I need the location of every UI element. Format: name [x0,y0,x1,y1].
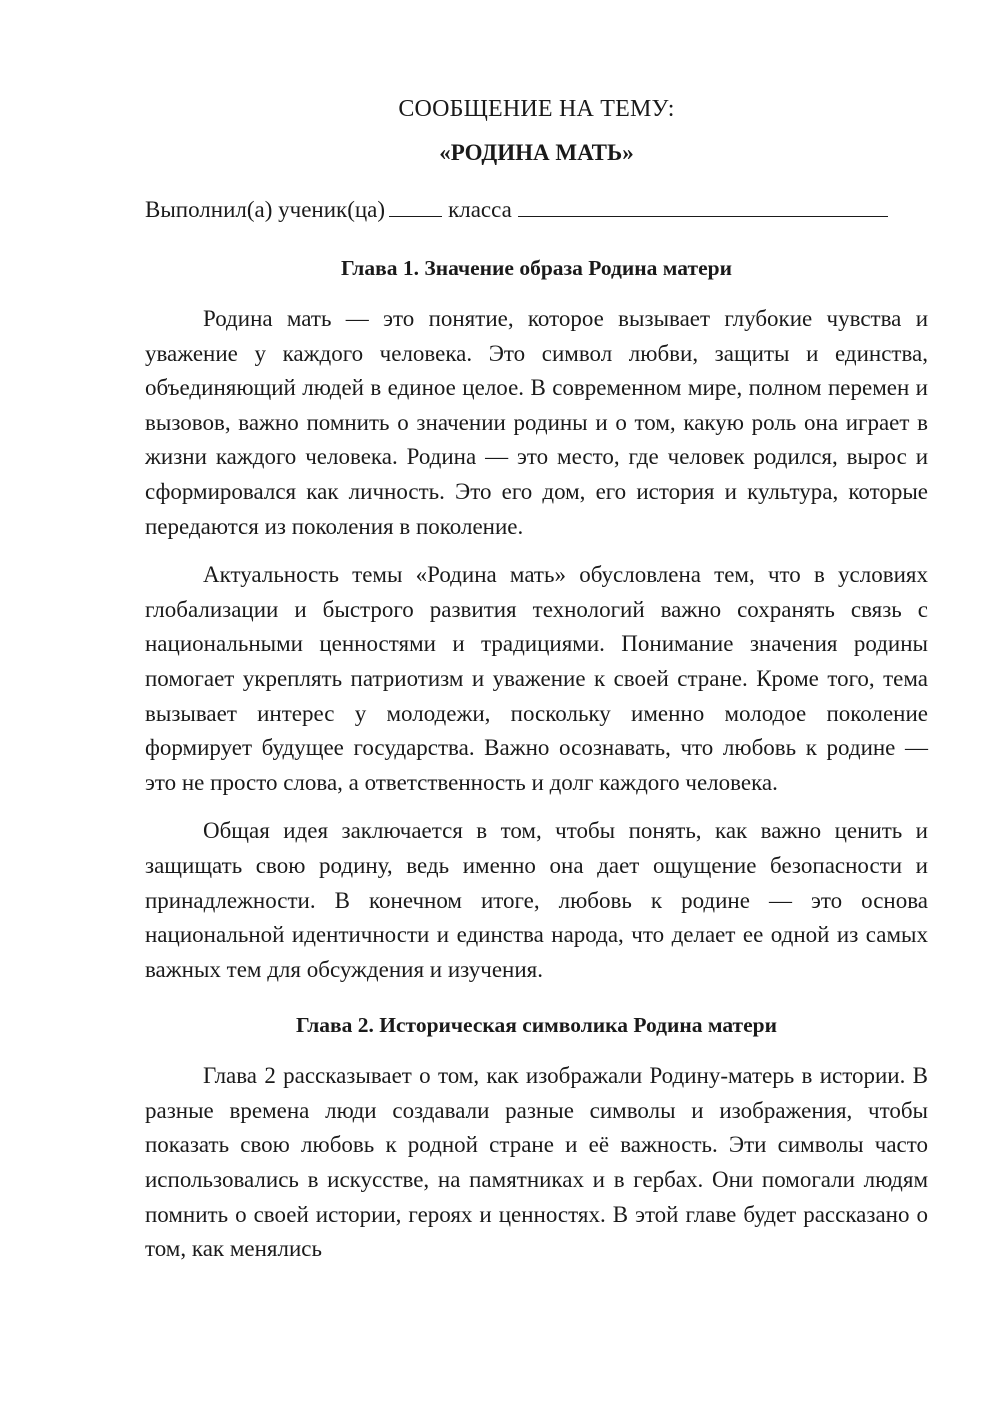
chapter-1-paragraph-3: Общая идея заключается в том, чтобы понять, как важно ценить и защищать свою родину, ведь именно она дает ощущение безопасности и принадлежности. В конечном итоге, любовь к родине — это основа национальной идентичности и единства народа, что делает ее одной из самых важных тем для обсуждения и изучения. [145,818,928,982]
author-line [145,192,928,228]
author-class-label: класса [448,197,512,222]
chapter-1-paragraph-2: Актуальность темы «Родина мать» обусловлена тем, что в условиях глобализации и быстрого развития технологий важно сохранять связь с национальными ценностями и традициями. Понимание значения родины помогает укреплять патриотизм и уважение к своей стране. Кроме того, тема вызывает интерес у молодежи, поскольку именно молодое поколение формирует будущее государства. Важно осознавать, что любовь к родине — это не просто слова, а ответственность и долг каждого человека. [145,562,928,795]
document-content [145,90,928,1267]
chapter-2-title: Глава 2. Историческая символика Родина матери [295,1013,778,1038]
chapter-1-paragraph-1: Родина мать — это понятие, которое вызывает глубокие чувства и уважение у каждого человека. Это символ любви, защиты и единства, объединяющий людей в единое целое. В современном мире, полном перемен и вызовов, важно помнить о значении родины и о том, какую роль она играет в жизни каждого человека. Родина — это место, где человек родился, вырос и сформировался как личность. Это его дом, его история и культура, которые передаются из поколения в поколение. [145,306,928,539]
class-number-blank [389,196,442,217]
document-title: «РОДИНА МАТЬ» [439,140,634,165]
chapter-1-title: Глава 1. Значение образа Родина матери [341,256,732,280]
chapter-2-paragraph-1: Глава 2 рассказывает о том, как изображали Родину-матерь в истории. В разные времена люди создавали разные символы и изображения, чтобы показать свою любовь к родной стране и её важность. Эти символы часто использовались в искусстве, на памятниках и в гербах. Они помогали людям помнить о своей истории, героях и ценностях. В этой главе будет рассказано о том, как менялись [145,1063,928,1262]
author-prefix: Выполнил(а) ученик(ца) [145,197,386,222]
document-header-line: СООБЩЕНИЕ НА ТЕМУ: [398,96,675,122]
author-name-blank [518,196,888,217]
